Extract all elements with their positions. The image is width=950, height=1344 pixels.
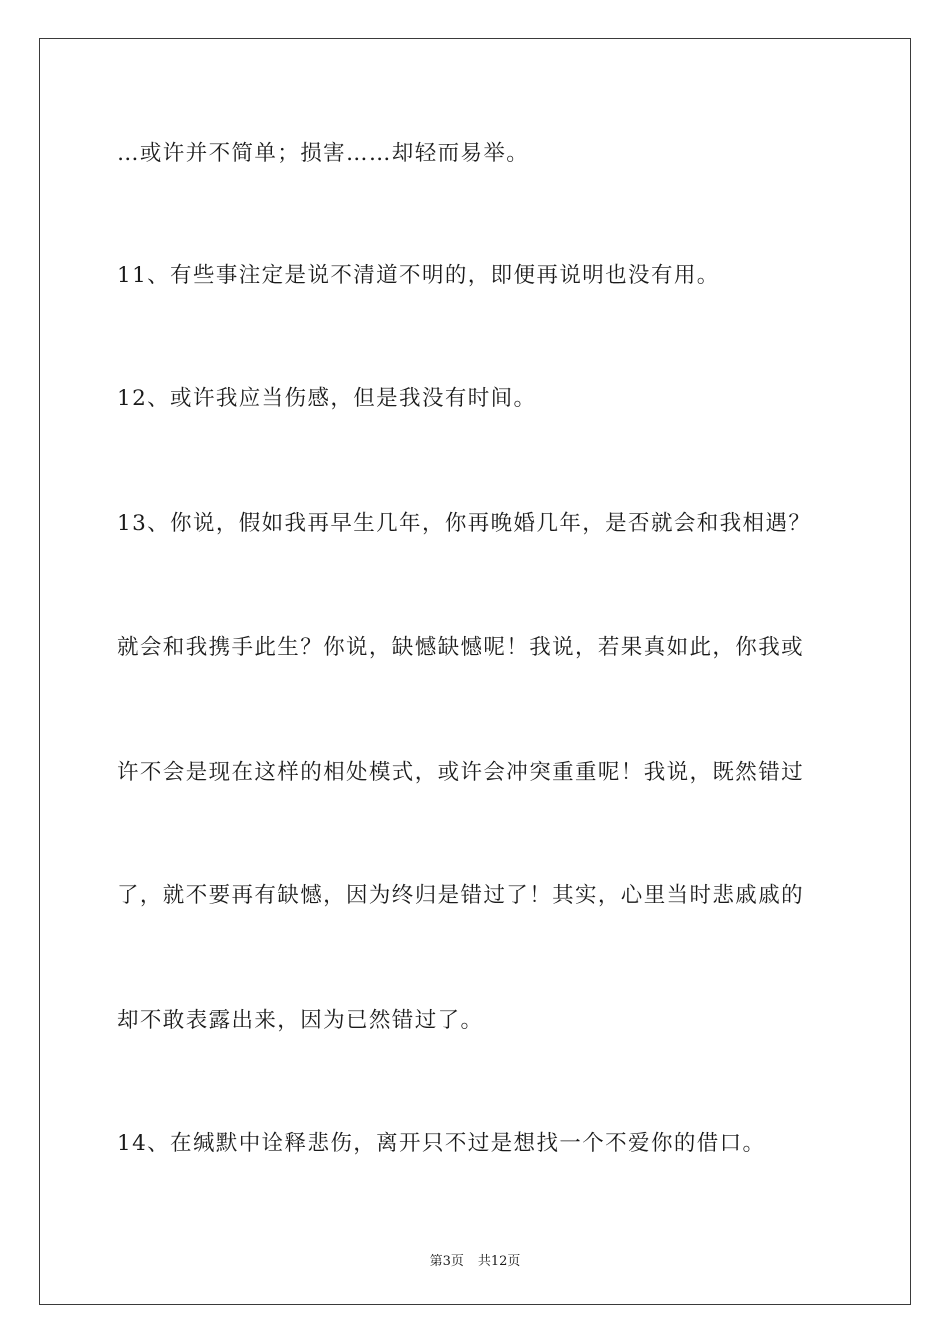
page-footer bbox=[0, 1250, 950, 1269]
text-line-4: 13、你说，假如我再早生几年，你再晚婚几年，是否就会和我相遇？ bbox=[117, 511, 812, 536]
total-pages-label: 共12页 bbox=[477, 1254, 521, 1269]
text-line-9: 14、在缄默中诠释悲伤，离开只不过是想找一个不爱你的借口。 bbox=[117, 1131, 766, 1156]
text-line-1: …或许并不简单；损害……却轻而易举。 bbox=[117, 141, 530, 166]
current-page-label: 第3页 bbox=[429, 1254, 464, 1269]
text-line-7: 了，就不要再有缺憾，因为终归是错过了！其实，心里当时悲戚戚的 bbox=[117, 883, 805, 908]
text-line-5: 就会和我携手此生？你说，缺憾缺憾呢！我说，若果真如此，你我或 bbox=[117, 635, 805, 660]
text-line-3: 12、或许我应当伤感，但是我没有时间。 bbox=[117, 386, 537, 411]
text-line-2: 11、有些事注定是说不清道不明的，即便再说明也没有用。 bbox=[117, 263, 720, 288]
text-line-6: 许不会是现在这样的相处模式，或许会冲突重重呢！我说，既然错过 bbox=[117, 760, 805, 785]
text-line-8: 却不敢表露出来，因为已然错过了。 bbox=[117, 1008, 484, 1033]
page-frame bbox=[39, 38, 911, 1305]
